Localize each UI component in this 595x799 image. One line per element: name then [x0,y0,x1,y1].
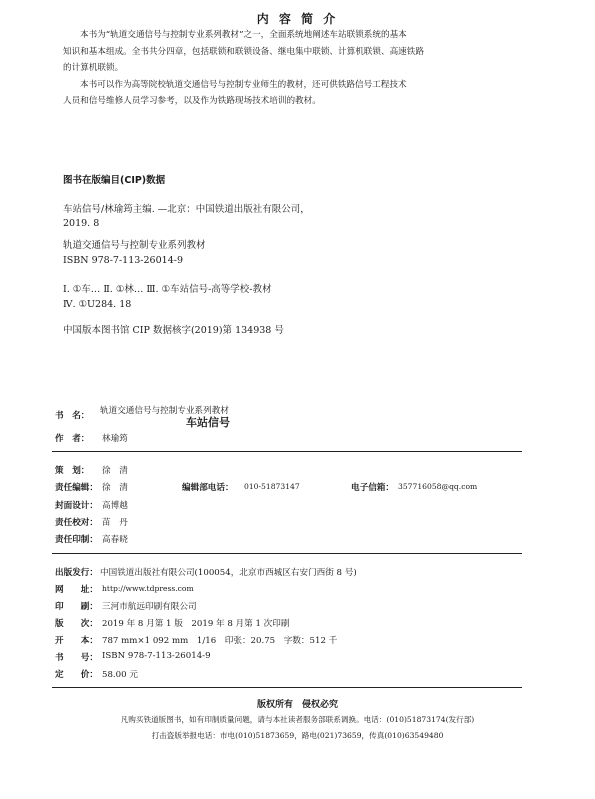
phone-label: 编辑部电话： [182,483,234,493]
intro-text [63,27,533,110]
book-title: 车站信号 [186,416,230,429]
cip-line2: 2019. 8 [63,218,100,229]
divider-3 [52,687,522,688]
print-supervisor: 高春晓 [102,535,128,545]
publisher-label: 出版发行： [55,568,98,578]
cip-line7: 中国版本图书馆 CIP 数据核字(2019)第 134938 号 [63,325,284,336]
rights-notice: 版权所有 侵权必究 [256,700,338,710]
printer-label: 印 刷： [55,602,98,612]
divider-1 [52,451,522,452]
printer: 三河市航远印刷有限公司 [102,602,197,612]
cip-line3: 轨道交通信号与控制专业系列教材 [63,240,206,251]
print-label: 责任印制： [55,535,98,545]
author-label: 作 者： [55,434,90,444]
intro-p2-line2: 人员和信号维修人员学习参考，以及作为铁路现场技术培训的教材。 [63,96,321,106]
format: 787 mm×1 092 mm 1/16 印张：20.75 字数：512 千 [102,636,338,646]
cip-line5: Ⅰ. ①车… Ⅱ. ①林… Ⅲ. ①车站信号-高等学校-教材 [63,284,272,295]
email-address: 357716058@qq.com [398,482,478,491]
editor-name: 徐 清 [102,483,128,493]
piracy-notice: 打击盗版举报电话：市电(010)51873659，路电(021)73659，传真(010)63549480 [151,731,444,740]
planner-label: 策 划： [55,466,90,476]
title-label: 书 名： [55,411,90,421]
cover-designer: 高博越 [102,501,128,511]
divider-2 [52,553,522,554]
isbn: ISBN 978-7-113-26014-9 [102,651,211,661]
intro-p1-line1: 本书为“轨道交通信号与控制专业系列教材”之一，全面系统地阐述车站联锁系统的基本 [80,30,407,40]
publisher: 中国铁道出版社有限公司(100054，北京市西城区右安门西街 8 号) [100,568,357,578]
price: 58.00 元 [102,670,138,680]
format-label: 开 本： [55,636,98,646]
edition: 2019 年 8 月第 1 版 2019 年 8 月第 1 次印刷 [102,619,290,629]
email-label: 电子信箱： [351,483,394,493]
phone-number: 010-51873147 [244,482,300,491]
intro-p2-line1: 本书可以作为高等院校轨道交通信号与控制专业师生的教材，还可供铁路信号工程技术 [80,79,407,90]
cip-line6: Ⅳ. ①U284. 18 [63,299,132,310]
cip-line1: 车站信号/林瑜筠主编. —北京：中国铁道出版社有限公司， [63,204,310,215]
proofreader: 苗 丹 [102,518,128,528]
url: http://www.tdpress.com [102,584,194,593]
url-label: 网 址： [55,585,98,595]
series-name: 轨道交通信号与控制专业系列教材 [100,406,229,416]
editor-label: 责任编辑： [55,483,98,493]
cover-label: 封面设计： [55,501,98,511]
edition-label: 版 次： [55,619,98,629]
cip-heading: 图书在版编目(CIP)数据 [63,175,166,186]
service-notice: 凡购买铁道版图书，如有印制质量问题，请与本社读者服务部联系调换。电话：(010)51873174(发行部) [120,715,475,724]
price-label: 定 价： [55,670,98,680]
isbn-label: 书 号： [55,653,98,663]
proof-label: 责任校对： [55,518,98,528]
intro-p1-line3: 的计算机联锁。 [63,63,124,73]
planner-name: 徐 清 [102,466,128,476]
author-name: 林瑜筠 [102,434,128,444]
intro-p1-line2: 知识和基本组成。全书共分四章，包括联锁和联锁设备、继电集中联锁、计算机联锁、高速铁路 [63,46,424,57]
cip-line4: ISBN 978-7-113-26014-9 [63,255,183,266]
intro-heading: 内 容 简 介 [256,12,339,26]
